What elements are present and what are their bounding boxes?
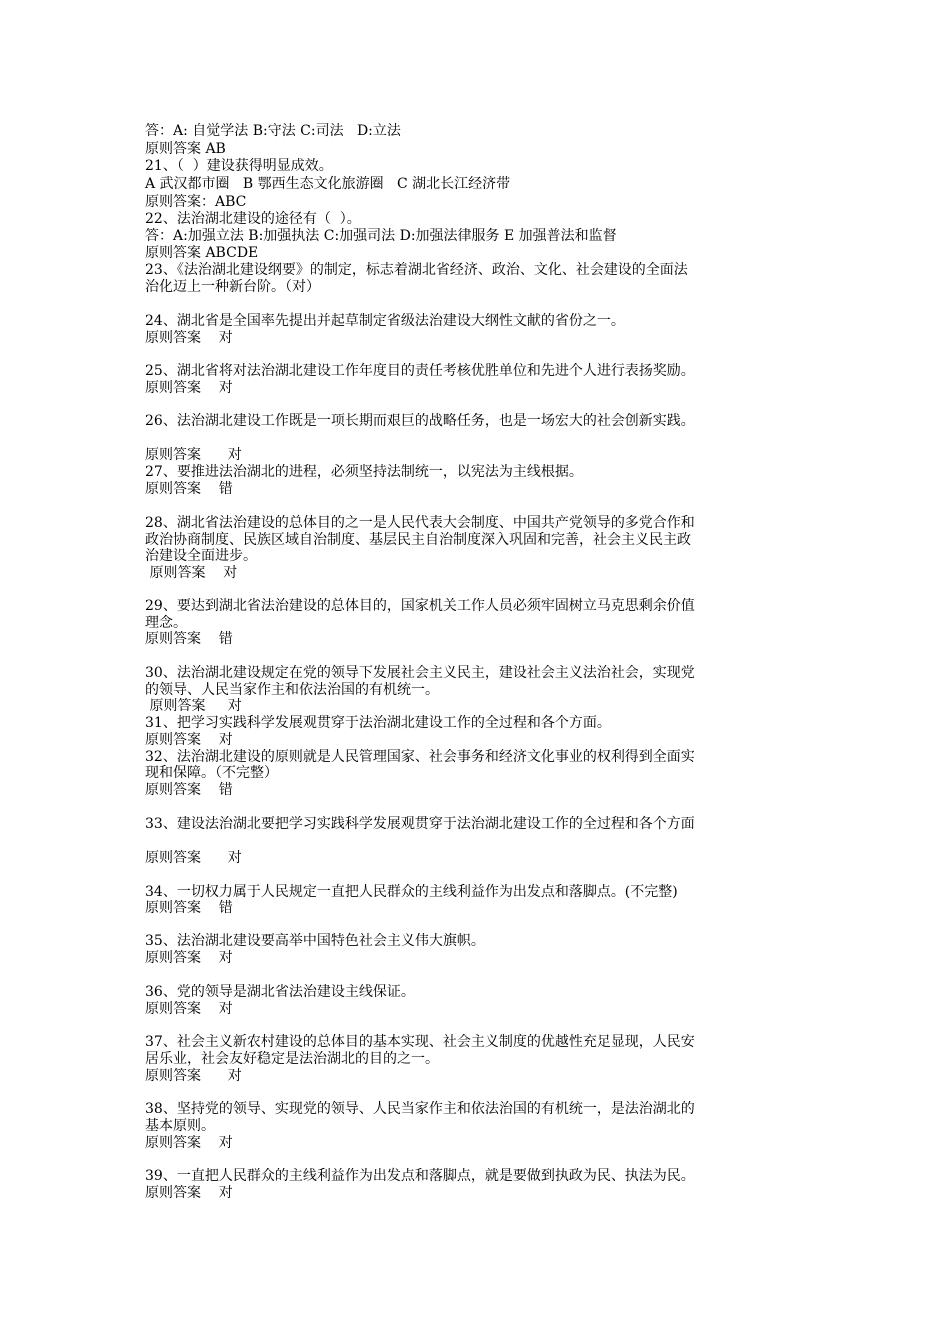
text-line: 28、湖北省法治建设的总体目的之一是人民代表大会制度、中国共产党领导的多党合作和 xyxy=(145,515,695,531)
text-line: 原则答案 对 xyxy=(145,1185,233,1201)
text-line: 原则答案 对 xyxy=(145,1135,233,1151)
text-line: A 武汉都市圈 B 鄂西生态文化旅游圈 C 湖北长江经济带 xyxy=(145,176,511,192)
text-line: 21、（ ）建设获得明显成效。 xyxy=(145,158,333,174)
text-line: 原则答案 对 xyxy=(145,698,242,714)
text-line: 原则答案 ABCDE xyxy=(145,245,259,261)
text-line: 原则答案 对 xyxy=(145,330,233,346)
text-line: 理念。 xyxy=(145,615,187,631)
text-line: 38、坚持党的领导、实现党的领导、人民当家作主和依法治国的有机统一，是法治湖北的 xyxy=(145,1101,695,1117)
text-line: 原则答案 错 xyxy=(145,481,233,497)
text-line: 现和保障。（不完整） xyxy=(145,765,278,781)
text-line: 39、一直把人民群众的主线利益作为出发点和落脚点，就是要做到执政为民、执法为民。 xyxy=(145,1168,695,1184)
text-line: 居乐业，社会友好稳定是法治湖北的目的之一。 xyxy=(145,1051,439,1067)
text-line: 原则答案 错 xyxy=(145,631,233,647)
text-line: 31、把学习实践科学发展观贯穿于法治湖北建设工作的全过程和各个方面。 xyxy=(145,715,611,731)
text-line: 37、社会主义新农村建设的总体目的基本实现、社会主义制度的优越性充足显现，人民安 xyxy=(145,1034,695,1050)
text-line: 25、湖北省将对法治湖北建设工作年度目的责任考核优胜单位和先进个人进行表扬奖励。 xyxy=(145,363,695,379)
text-line: 原则答案 错 xyxy=(145,782,233,798)
text-line: 23、《法治湖北建设纲要》的制定，标志着湖北省经济、政治、文化、社会建设的全面法 xyxy=(145,262,688,278)
text-line: 33、建设法治湖北要把学习实践科学发展观贯穿于法治湖北建设工作的全过程和各个方面 xyxy=(145,816,695,832)
text-line: 35、法治湖北建设要高举中国特色社会主义伟大旗帜。 xyxy=(145,933,485,949)
text-line: 政治协商制度、民族区域自治制度、基层民主自治制度深入巩固和完善，社会主义民主政 xyxy=(145,532,691,548)
text-line: 原则答案 对 xyxy=(145,1068,242,1084)
text-line: 22、法治湖北建设的途径有（ ）。 xyxy=(145,211,361,227)
text-line: 29、要达到湖北省法治建设的总体目的，国家机关工作人员必须牢固树立马克思剩余价值 xyxy=(145,598,695,614)
text-line: 26、法治湖北建设工作既是一项长期而艰巨的战略任务，也是一场宏大的社会创新实践。 xyxy=(145,413,695,429)
text-line: 治化迈上一种新台阶。（对） xyxy=(145,279,320,295)
text-line: 27、要推进法治湖北的进程，必须坚持法制统一，以宪法为主线根据。 xyxy=(145,464,583,480)
text-line: 32、法治湖北建设的原则就是人民管理国家、社会事务和经济文化事业的权利得到全面实 xyxy=(145,749,695,765)
text-line: 原则答案 对 xyxy=(145,850,242,866)
text-line: 的领导、人民当家作主和依法治国的有机统一。 xyxy=(145,682,439,698)
text-line: 34、一切权力属于人民规定一直把人民群众的主线利益作为出发点和落脚点。(不完整) xyxy=(145,884,678,900)
text-line: 治建设全面进步。 xyxy=(145,548,257,564)
text-line: 原则答案 错 xyxy=(145,900,233,916)
text-line: 基本原则。 xyxy=(145,1118,215,1134)
text-line: 原则答案 对 xyxy=(145,732,233,748)
text-line: 答：A: 自觉学法 B:守法 C:司法 D:立法 xyxy=(145,123,401,139)
text-line: 30、法治湖北建设规定在党的领导下发展社会主义民主，建设社会主义法治社会，实现党 xyxy=(145,665,695,681)
text-line: 原则答案 AB xyxy=(145,141,226,157)
text-line: 原则答案 对 xyxy=(145,950,233,966)
text-line: 原则答案：ABC xyxy=(145,194,247,210)
text-line: 原则答案 对 xyxy=(145,565,238,581)
text-line: 原则答案 对 xyxy=(145,380,233,396)
text-line: 36、党的领导是湖北省法治建设主线保证。 xyxy=(145,984,415,1000)
text-line: 原则答案 对 xyxy=(145,1001,233,1017)
text-line: 答：A:加强立法 B:加强执法 C:加强司法 D:加强法律服务 E 加强普法和监督 xyxy=(145,228,617,244)
text-line: 24、湖北省是全国率先提出并起草制定省级法治建设大纲性文献的省份之一。 xyxy=(145,313,625,329)
text-line: 原则答案 对 xyxy=(145,447,242,463)
